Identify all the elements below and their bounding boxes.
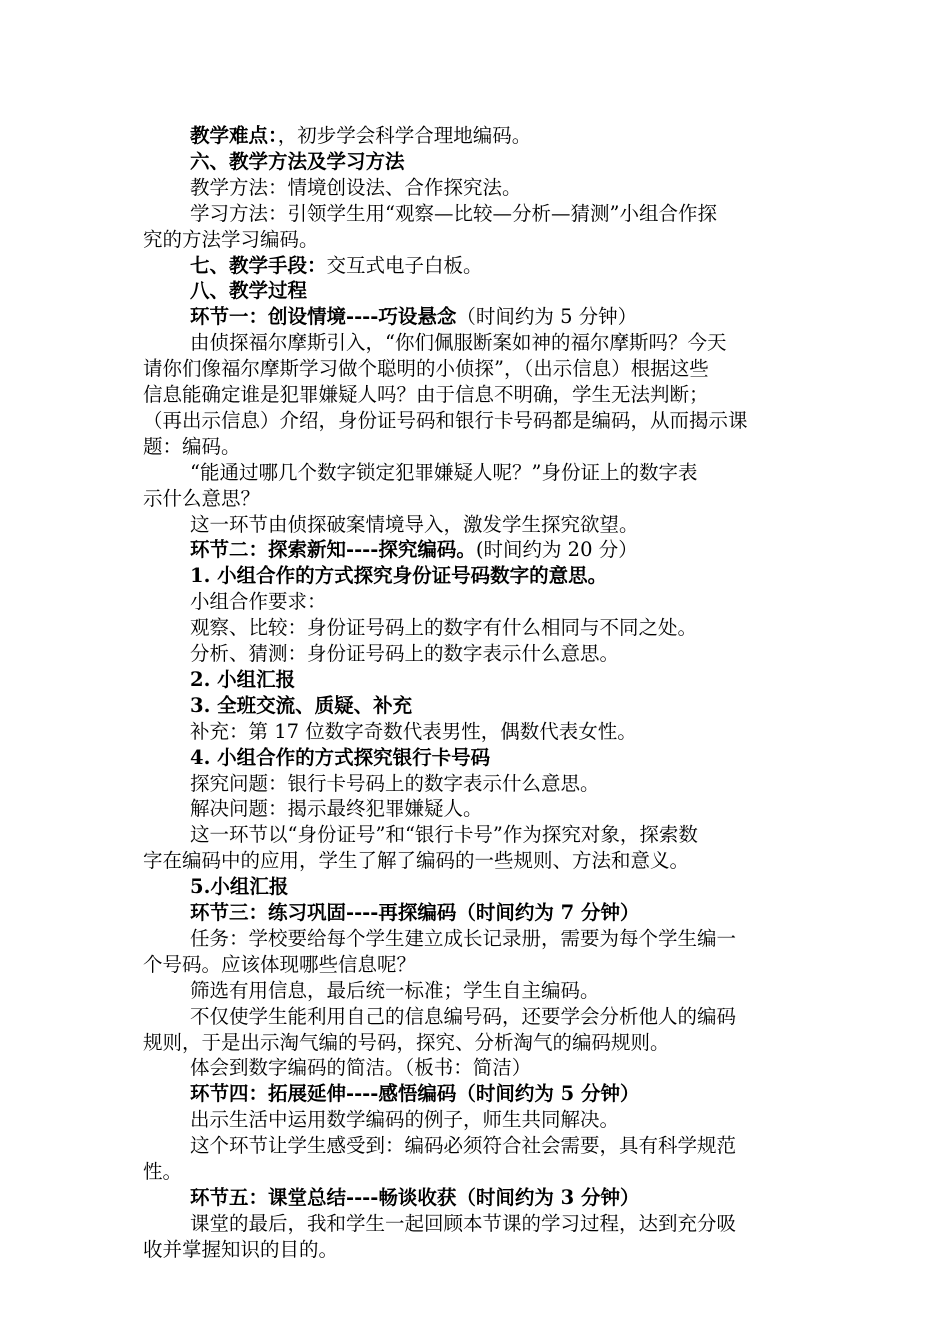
line-text: 这个环节让学生感受到：编码必须符合社会需要，具有科学规范 bbox=[190, 1134, 737, 1158]
line-text: 这一环节由侦探破案情境导入，激发学生探究欲望。 bbox=[190, 512, 639, 536]
line-text: 观察、比较：身份证号码上的数字有什么相同与不同之处。 bbox=[190, 616, 698, 640]
document-line bbox=[190, 175, 813, 201]
line-text: “能通过哪几个数字锁定犯罪嫌疑人呢？”身份证上的数字表 bbox=[190, 460, 698, 484]
document-line bbox=[190, 978, 813, 1004]
document-line bbox=[190, 589, 813, 615]
document-line bbox=[190, 641, 813, 667]
document-line bbox=[190, 796, 813, 822]
line-text: 字在编码中的应用，学生了解了编码的一些规则、方法和意义。 bbox=[143, 849, 690, 873]
line-bold-text: 环节四：拓展延伸----感悟编码（时间约为 5 分钟） bbox=[190, 1082, 640, 1106]
document-line bbox=[190, 253, 813, 279]
line-bold-text: 4. 小组合作的方式探究银行卡号码 bbox=[190, 745, 491, 769]
document-line bbox=[143, 356, 813, 382]
document-line bbox=[190, 123, 813, 149]
document-line bbox=[190, 1211, 813, 1237]
document-line bbox=[190, 1185, 813, 1211]
document-line bbox=[190, 537, 813, 563]
document-line bbox=[143, 1237, 813, 1263]
document-line bbox=[190, 512, 813, 538]
line-text: 任务：学校要给每个学生建立成长记录册，需要为每个学生编一 bbox=[190, 926, 737, 950]
document-line bbox=[190, 330, 813, 356]
document-line bbox=[190, 822, 813, 848]
document-line bbox=[190, 874, 813, 900]
document-line bbox=[190, 1081, 813, 1107]
document-line bbox=[190, 900, 813, 926]
document-line bbox=[190, 149, 813, 175]
line-text: 不仅使学生能利用自己的信息编号码，还要学会分析他人的编码 bbox=[190, 1004, 737, 1028]
line-text: 这一环节以“身份证号”和“银行卡号”作为探究对象，探索数 bbox=[190, 823, 698, 847]
document-line bbox=[190, 563, 813, 589]
line-bold-text: 六、教学方法及学习方法 bbox=[190, 149, 405, 173]
document-line bbox=[190, 1133, 813, 1159]
line-text: 题：编码。 bbox=[143, 434, 241, 458]
line-text: 性。 bbox=[143, 1160, 183, 1183]
document-line bbox=[143, 434, 813, 460]
document-line bbox=[143, 1159, 813, 1185]
document-line bbox=[190, 719, 813, 745]
line-text: 分析、猜测：身份证号码上的数字表示什么意思。 bbox=[190, 642, 620, 665]
document-line bbox=[190, 693, 813, 719]
line-bold-text: 5.小组汇报 bbox=[190, 875, 289, 899]
line-text: 解决问题：揭示最终犯罪嫌疑人。 bbox=[190, 797, 483, 821]
line-text: 筛选有用信息，最后统一标准；学生自主编码。 bbox=[190, 978, 600, 1002]
line-text: 学习方法：引领学生用“观察—比较—分析—猜测”小组合作探 bbox=[190, 201, 717, 225]
line-bold-text: 2. 小组汇报 bbox=[190, 667, 296, 691]
document-line bbox=[190, 1107, 813, 1133]
document-line bbox=[143, 952, 813, 978]
line-text: （时间约为 5 分钟） bbox=[456, 305, 638, 329]
line-text: 探究问题：银行卡号码上的数字表示什么意思。 bbox=[190, 771, 600, 795]
document-line bbox=[143, 227, 813, 253]
line-bold-text: 环节五：课堂总结----畅谈收获（时间约为 3 分钟） bbox=[190, 1185, 640, 1209]
line-text: （再出示信息）介绍，身份证号码和银行卡号码都是编码，从而揭示课 bbox=[143, 408, 748, 432]
line-text: 个号码。应该体现哪些信息呢？ bbox=[143, 952, 417, 976]
document-line bbox=[143, 486, 813, 512]
document-line bbox=[143, 382, 813, 408]
line-bold-text: 环节三：练习巩固----再探编码（时间约为 7 分钟） bbox=[190, 901, 640, 924]
line-text: 体会到数字编码的简洁。（板书：简洁） bbox=[190, 1056, 532, 1080]
line-text: 由侦探福尔摩斯引入，“你们佩服断案如神的福尔摩斯吗？今天 bbox=[190, 331, 727, 355]
line-text: 交互式电子白板。 bbox=[326, 253, 483, 277]
line-text: 课堂的最后，我和学生一起回顾本节课的学习过程，达到充分吸 bbox=[190, 1211, 737, 1235]
line-text: ，初步学会科学合理地编码。 bbox=[277, 124, 532, 147]
document-line bbox=[190, 667, 813, 693]
document-line bbox=[190, 1055, 813, 1081]
line-bold-text: 3. 全班交流、质疑、补充 bbox=[190, 693, 413, 717]
line-bold-text: 教学难点： bbox=[190, 124, 278, 147]
line-text: 补充：第 17 位数字奇数代表男性，偶数代表女性。 bbox=[190, 719, 637, 743]
line-bold-text: 七、教学手段： bbox=[190, 253, 327, 277]
line-text: (时间约为 20 分） bbox=[475, 538, 638, 562]
document-line bbox=[190, 201, 813, 227]
line-text: 教学方法：情境创设法、合作探究法。 bbox=[190, 175, 522, 199]
line-text: 小组合作要求： bbox=[190, 590, 327, 614]
document-line bbox=[190, 926, 813, 952]
line-bold-text: 1. 小组合作的方式探究身份证号码数字的意思。 bbox=[190, 564, 608, 588]
line-bold-text: 环节一：创设情境----巧设悬念 bbox=[190, 305, 457, 329]
line-text: 示什么意思？ bbox=[143, 486, 261, 510]
line-bold-text: 八、教学过程 bbox=[190, 279, 308, 303]
line-bold-text: 环节二：探索新知----探究编码。 bbox=[190, 538, 476, 562]
line-text: 请你们像福尔摩斯学习做个聪明的小侦探”，（出示信息）根据这些 bbox=[143, 357, 709, 381]
document-line bbox=[190, 615, 813, 641]
line-text: 规则，于是出示淘气编的号码，探究、分析淘气的编码规则。 bbox=[143, 1030, 670, 1054]
document-line bbox=[190, 278, 813, 304]
document-line bbox=[143, 848, 813, 874]
document-line bbox=[143, 1030, 813, 1056]
line-text: 究的方法学习编码。 bbox=[143, 227, 319, 251]
line-text: 收并掌握知识的目的。 bbox=[143, 1237, 339, 1261]
document-line bbox=[190, 745, 813, 771]
line-text: 信息能确定谁是犯罪嫌疑人吗？由于信息不明确，学生无法判断； bbox=[143, 383, 709, 406]
document-line bbox=[143, 408, 813, 434]
document-line bbox=[190, 1004, 813, 1030]
document-line bbox=[190, 460, 813, 486]
document-line bbox=[190, 771, 813, 797]
line-text: 出示生活中运用数学编码的例子，师生共同解决。 bbox=[190, 1108, 620, 1132]
document-line bbox=[190, 304, 813, 330]
